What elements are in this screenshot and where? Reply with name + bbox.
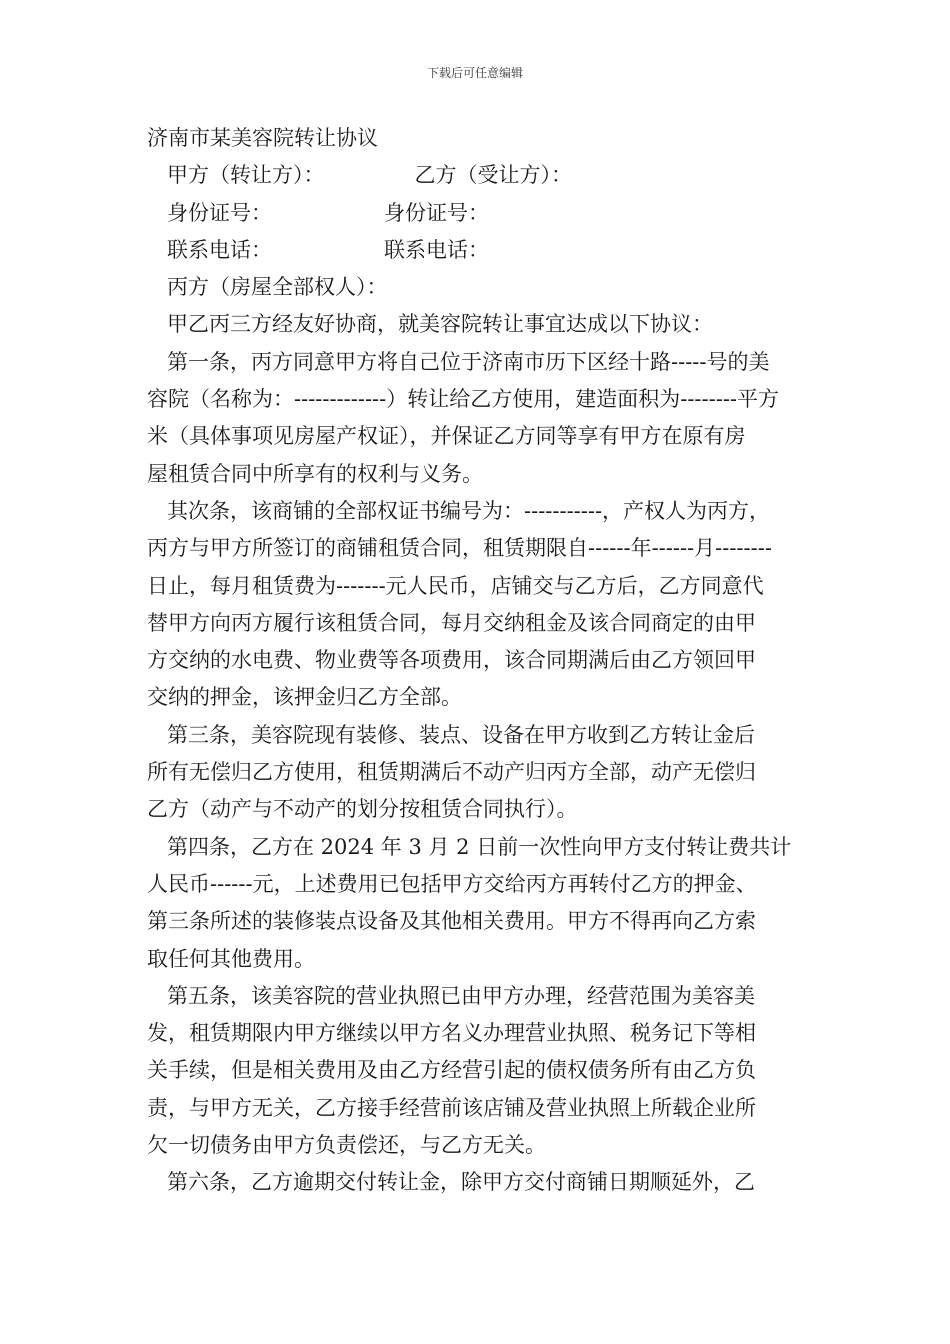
clause-line: 取任何其他费用。: [147, 946, 315, 971]
clause-6: [147, 1164, 809, 1201]
clause-line: 第四条，乙方在 2024 年 3 月 2 日前一次性向甲方支付转让费共计: [167, 834, 792, 859]
clause-line: 第一条，丙方同意甲方将自己位于济南市历下区经十路-----号的美: [167, 349, 770, 374]
page-header-note: 下载后可任意编辑: [426, 66, 523, 80]
clause-line: 第五条，该美容院的营业执照已由甲方办理，经营范围为美容美: [167, 983, 755, 1008]
clause-line: 乙方（动产与不动产的划分按租赁合同执行）。: [147, 797, 578, 822]
clause-line: 欠一切债务由甲方负责偿还，与乙方无关。: [147, 1133, 546, 1158]
phone-line: [147, 232, 809, 269]
clause-line: 第六条，乙方逾期交付转让金，除甲方交付商铺日期顺延外，乙: [167, 1170, 755, 1195]
document-title: 济南市某美容院转让协议: [147, 126, 378, 150]
clause-line: 丙方与甲方所签订的商铺租赁合同，租赁期限自------年------月--------: [147, 536, 772, 561]
clause-3: [147, 717, 809, 829]
clause-5: [147, 978, 809, 1164]
clause-line: 所有无偿归乙方使用，租赁期满后不动产归丙方全部，动产无偿归: [147, 760, 756, 785]
clause-line: 容院（名称为：-------------）转让给乙方使用，建造面积为--------平方: [147, 387, 780, 412]
id-a-label: 身份证号：: [167, 200, 272, 225]
clause-line: 替甲方向丙方履行该租赁合同，每月交纳租金及该合同商定的由甲: [147, 610, 756, 635]
clause-line: 方交纳的水电费、物业费等各项费用，该合同期满后由乙方领回甲: [147, 648, 756, 673]
party-c-label: 丙方（房屋全部权人）：: [167, 275, 388, 300]
party-a-label: 甲方（转让方）：: [167, 163, 325, 188]
clause-line: 米（具体事项见房屋产权证），并保证乙方同等享有甲方在原有房: [147, 424, 746, 449]
clause-line: 第三条所述的装修装点设备及其他相关费用。甲方不得再向乙方索: [147, 909, 756, 934]
clause-4: [147, 829, 809, 978]
clause-line: 责，与甲方无关，乙方接手经营前该店铺及营业执照上所载企业所: [147, 1095, 756, 1120]
party-b-label: 乙方（受让方）：: [414, 163, 572, 188]
clause-line: 第三条，美容院现有装修、装点、设备在甲方收到乙方转让金后: [167, 722, 755, 747]
clause-line: 人民币------元，上述费用已包括甲方交给丙方再转付乙方的押金、: [147, 871, 757, 896]
clause-1: [147, 344, 809, 493]
clause-line: 发，租赁期限内甲方继续以甲方名义办理营业执照、税务记下等相: [147, 1021, 756, 1046]
phone-a-label: 联系电话：: [167, 237, 272, 262]
clause-line: 交纳的押金，该押金归乙方全部。: [147, 685, 462, 710]
clause-line: 其次条，该商铺的全部权证书编号为：-----------，产权人为丙方，: [167, 498, 771, 523]
party-line-a-b: [147, 157, 809, 194]
clause-line: 屋租赁合同中所享有的权利与义务。: [147, 461, 483, 486]
clause-line: 日止，每月租赁费为-------元人民币，店铺交与乙方后，乙方同意代: [147, 573, 764, 598]
clause-2: [147, 493, 809, 717]
phone-b-label: 联系电话：: [384, 237, 489, 262]
agreement-document: [147, 120, 809, 1202]
clause-line: 关手续，但是相关费用及由乙方经营引起的债权债务所有由乙方负: [147, 1058, 756, 1083]
intro-paragraph: 甲乙丙三方经友好协商，就美容院转让事宜达成以下协议：: [167, 312, 713, 337]
id-b-label: 身份证号：: [384, 200, 489, 225]
id-line: [147, 195, 809, 232]
